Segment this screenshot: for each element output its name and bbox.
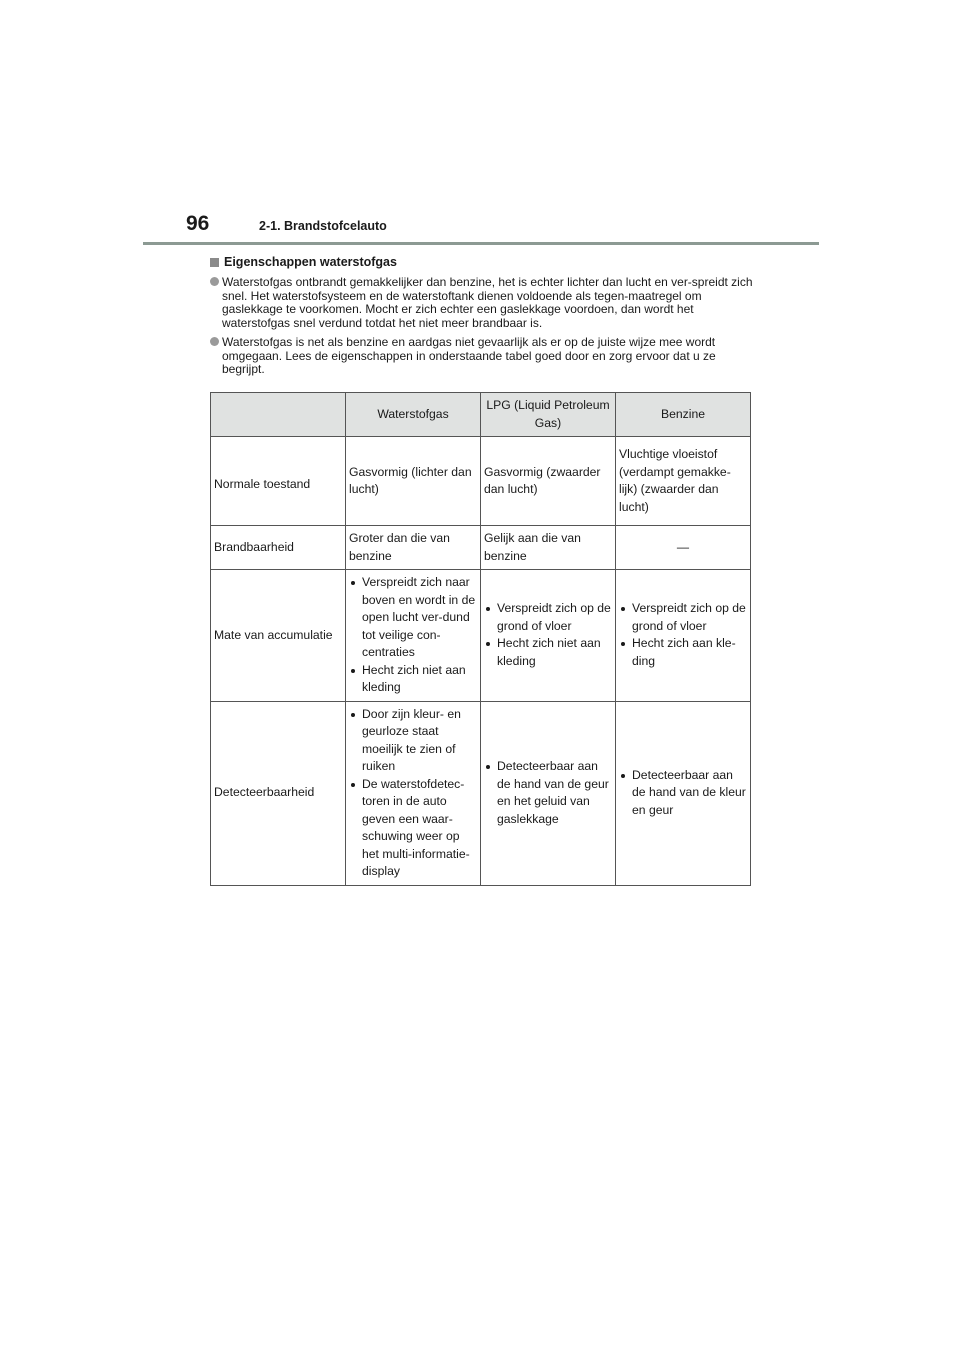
- table-cell: [346, 570, 481, 702]
- subheading-text: Eigenschappen waterstofgas: [224, 255, 397, 269]
- list-item: [349, 776, 477, 881]
- table-header-hydrogen: Waterstofgas: [346, 393, 481, 437]
- row-label: Mate van accumulatie: [211, 570, 346, 702]
- paragraph: [210, 336, 755, 377]
- table-cell: [346, 701, 481, 885]
- bullet-list: [484, 600, 612, 670]
- table-row: [211, 526, 751, 570]
- table-cell: [481, 701, 616, 885]
- table-cell: [616, 570, 751, 702]
- bullet-dot-icon: [486, 607, 490, 611]
- bullet-list: [619, 600, 747, 670]
- bullet-list: [349, 574, 477, 697]
- list-item-text: Detecteerbaar aan de hand van de kleur en geur: [632, 767, 746, 817]
- bullet-list: [349, 706, 477, 881]
- table-cell: —: [616, 526, 751, 570]
- row-label: Detecteerbaarheid: [211, 701, 346, 885]
- paragraph-text: Waterstofgas is net als benzine en aardgas niet gevaarlijk als er op de juiste wijze mee wordt omgegaan. Lees de eigenschappen in onderstaande tabel goed door en zorg ervoor dat u ze begrijpt.: [222, 335, 716, 376]
- list-item: [619, 600, 747, 635]
- list-item-text: Hecht zich niet aan kleding: [362, 662, 466, 694]
- bullet-dot-icon: [621, 642, 625, 646]
- subheading: [210, 255, 755, 269]
- table-header-lpg: LPG (Liquid Petroleum Gas): [481, 393, 616, 437]
- table-row: [211, 570, 751, 702]
- page-header: [0, 0, 960, 250]
- list-item: [619, 767, 747, 820]
- table-header-row: [211, 393, 751, 437]
- list-item: [484, 600, 612, 635]
- row-label: Brandbaarheid: [211, 526, 346, 570]
- bullet-dot-icon: [486, 765, 490, 769]
- list-item-text: Door zijn kleur- en geurloze staat moeilijk te zien of ruiken: [362, 706, 461, 773]
- paragraph: [210, 276, 755, 330]
- bullet-list: [619, 767, 747, 820]
- table-cell: Gasvormig (zwaarder dan lucht): [481, 437, 616, 526]
- list-item-text: Hecht zich aan kle-ding: [632, 636, 736, 668]
- list-item: [349, 706, 477, 776]
- table-cell: Vluchtige vloeistof (verdampt gemakke-lijk) (zwaarder dan lucht): [616, 437, 751, 526]
- list-item-text: Hecht zich niet aan kleding: [497, 636, 601, 668]
- body-content: [210, 255, 755, 383]
- table-row: [211, 701, 751, 885]
- table-cell: Gasvormig (lichter dan lucht): [346, 437, 481, 526]
- list-item-text: De waterstofdetec-toren in de auto geven een waar-schuwing weer op het multi-informatie-display: [362, 776, 470, 878]
- circle-bullet-icon: [210, 277, 219, 286]
- circle-bullet-icon: [210, 337, 219, 346]
- section-title: 2-1. Brandstofcelauto: [259, 219, 387, 233]
- list-item: [349, 662, 477, 697]
- paragraph-text: Waterstofgas ontbrandt gemakkelijker dan benzine, het is echter lichter dan lucht en ver-spreidt zich snel. Het waterstofsysteem en de waterstoftank dienen voldoende als tegen-maatregel om gaslekkage te voorkomen. Mocht er zich echter een gaslekkage voordoen, dan wordt het waterstofgas snel verdund totdat het niet meer brandbaar is.: [222, 275, 753, 330]
- bullet-list: [484, 758, 612, 828]
- table-cell: [616, 701, 751, 885]
- properties-table: [210, 392, 751, 886]
- table-header-petrol: Benzine: [616, 393, 751, 437]
- bullet-dot-icon: [351, 581, 355, 585]
- bullet-dot-icon: [351, 713, 355, 717]
- table-row: [211, 437, 751, 526]
- table-cell: [481, 570, 616, 702]
- table-cell: Gelijk aan die van benzine: [481, 526, 616, 570]
- page-number: 96: [186, 212, 210, 235]
- bullet-dot-icon: [621, 607, 625, 611]
- bullet-dot-icon: [621, 774, 625, 778]
- list-item-text: Verspreidt zich naar boven en wordt in de open lucht ver-dund tot veilige con-centraties: [362, 575, 476, 659]
- list-item-text: Detecteerbaar aan de hand van de geur en het geluid van gaslekkage: [497, 759, 609, 826]
- square-bullet-icon: [210, 258, 219, 267]
- bullet-dot-icon: [351, 783, 355, 787]
- list-item: [484, 758, 612, 828]
- table-header-empty: [211, 393, 346, 437]
- list-item-text: Verspreidt zich op de grond of vloer: [632, 601, 746, 633]
- list-item: [484, 635, 612, 670]
- row-label: Normale toestand: [211, 437, 346, 526]
- header-divider: [143, 242, 819, 245]
- bullet-dot-icon: [351, 669, 355, 673]
- table-cell: Groter dan die van benzine: [346, 526, 481, 570]
- list-item-text: Verspreidt zich op de grond of vloer: [497, 601, 611, 633]
- bullet-dot-icon: [486, 642, 490, 646]
- list-item: [349, 574, 477, 662]
- list-item: [619, 635, 747, 670]
